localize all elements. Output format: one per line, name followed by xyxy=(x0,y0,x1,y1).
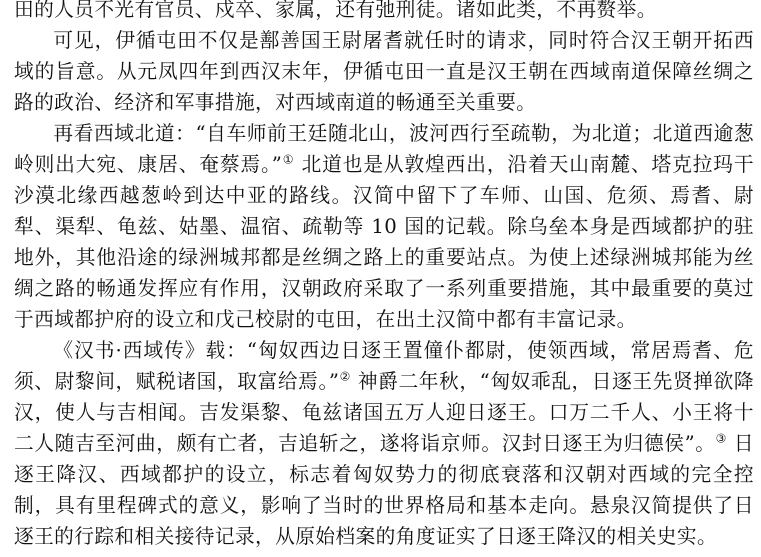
paragraph-continued xyxy=(14,0,754,25)
paragraph-text: 《汉书·西域传》载：“匈奴西边日逐王置僮仆都尉，使领西域，常居焉耆、危须、尉黎间，赋税诸国，取富给焉。” xyxy=(14,339,754,393)
paragraph-text: 再看西域北道：“自车师前王廷随北山，波河西行至疏勒，为北道；北道西逾葱岭则出大宛、康居、奄蔡焉。” xyxy=(14,122,754,176)
footnote-marker[interactable]: ① xyxy=(282,152,295,167)
paragraph-north-route xyxy=(14,118,754,335)
paragraph-text: 日逐王降汉、西域都护的设立，标志着匈奴势力的彻底衰落和汉朝对西域的完全控制，具有里程碑式的意义，影响了当时的世界格局和基本走向。悬泉汉简提供了日逐王的行踪和相关接待记录，从原始档案的角度证实了日逐王降汉的相关史实。 xyxy=(14,432,755,548)
paragraph-text: 神爵二年秋，“匈奴乖乱，日逐王先贤掸欲降汉，使人与吉相闻。吉发渠黎、龟兹诸国五万人迎日逐王。口万二千人、小王将十二人随吉至河曲，颇有亡者，吉追斩之，遂将诣京师。汉封日逐王为归德侯”。 xyxy=(14,370,754,455)
footnote-marker[interactable]: ② xyxy=(339,369,351,384)
footnote-marker[interactable]: ③ xyxy=(715,431,728,446)
paragraph-yixun-conclusion xyxy=(14,25,754,118)
paragraph-text: 可见，伊循屯田不仅是鄯善国王尉屠耆就任时的请求，同时符合汉王朝开拓西域的旨意。从元凤四年到西汉末年，伊循屯田一直是汉王朝在西域南道保障丝绸之路的政治、经济和军事措施，对西域南道的畅通至关重要。 xyxy=(14,29,754,114)
document-page xyxy=(14,0,754,552)
paragraph-text: 田的人员不光有官员、戍卒、家属，还有弛刑徒。诸如此类，不再赘举。 xyxy=(14,0,657,21)
paragraph-text: 北道也是从敦煌西出，沿着天山南麓、塔克拉玛干沙漠北缘西越葱岭到达中亚的路线。汉简中留下了车师、山国、危须、焉耆、尉犁、渠犁、龟兹、姑墨、温宿、疏勒等 10 国的记载。除乌垒本身是西域都护的驻地外，其他沿途的绿洲城邦都是丝绸之路上的重要站点。为使上述绿洲城邦能为丝绸之路的畅通发挥应有作用，汉朝政府采取了一系列重要措施，其中最重要的莫过于西域都护府的设立和戊己校尉的屯田，在出土汉简中都有丰富记录。 xyxy=(14,153,754,331)
paragraph-rizhu-king xyxy=(14,335,754,552)
